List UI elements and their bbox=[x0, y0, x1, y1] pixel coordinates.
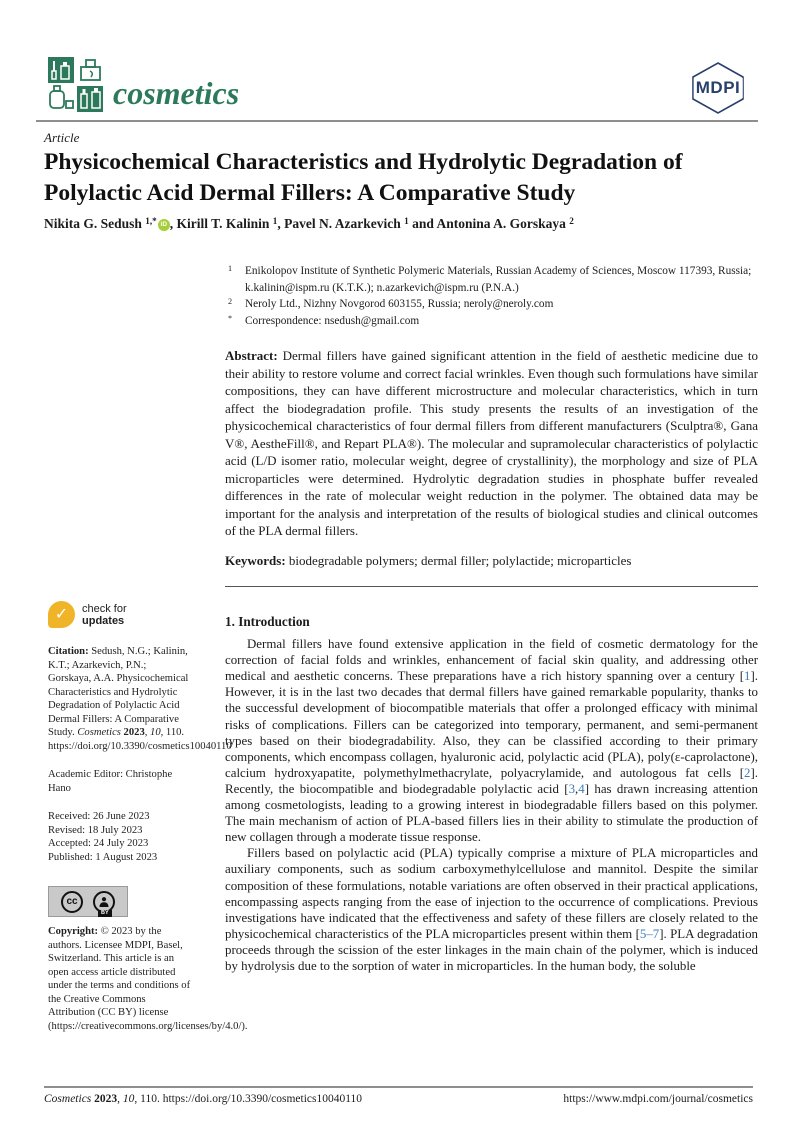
header-divider bbox=[36, 120, 758, 122]
journal-name: cosmetics bbox=[113, 75, 240, 111]
keywords-divider bbox=[225, 586, 758, 587]
text-segment: © 2023 by the authors. Licensee MDPI, Basel, Switzerland. This article is an open access article distributed under the terms and conditions of the Creative Commons Attribution (CC BY) license (https://creativecommons.org/licenses/by/4.0/). bbox=[48, 926, 248, 1032]
check-icon: ✓ bbox=[48, 601, 75, 628]
check-updates-label bbox=[82, 603, 127, 627]
text-segment: , 110. https://doi.org/10.3390/cosmetics10040110 bbox=[134, 1093, 363, 1105]
authors-line bbox=[44, 216, 760, 232]
received-date: Received: 26 June 2023 bbox=[48, 811, 150, 822]
text-segment: 10 bbox=[150, 727, 161, 738]
cc-icon: cc bbox=[61, 891, 83, 913]
cosmetics-logo-icon bbox=[48, 57, 103, 112]
text-segment: , bbox=[575, 781, 579, 796]
author-name: and Antonina A. Gorskaya bbox=[408, 216, 570, 231]
correspondence-text: Correspondence: nsedush@gmail.com bbox=[245, 314, 420, 327]
citation-block bbox=[48, 645, 232, 753]
revised-date: Revised: 18 July 2023 bbox=[48, 824, 143, 836]
main-content bbox=[225, 614, 758, 974]
check-updates-line1: check for bbox=[82, 602, 127, 615]
footer-journal-url: https://www.mdpi.com/journal/cosmetics bbox=[563, 1093, 753, 1105]
footer-divider bbox=[44, 1086, 753, 1088]
affiliation-row bbox=[228, 313, 760, 330]
text-segment: 10 bbox=[122, 1093, 135, 1105]
cc-by-tag: BY bbox=[98, 910, 112, 917]
text-segment: , bbox=[117, 1093, 123, 1105]
page-title: Physicochemical Characteristics and Hydrolytic Degradation of Polylactic Acid Dermal Fillers: A Comparative Study bbox=[44, 149, 683, 206]
affiliation-marker: 2 bbox=[228, 297, 233, 306]
author-affiliation-marker: 2 bbox=[569, 215, 574, 226]
intro-paragraph-1 bbox=[225, 636, 758, 845]
author-name: Nikita G. Sedush bbox=[44, 216, 146, 231]
check-for-updates-badge[interactable] bbox=[48, 601, 192, 628]
text-segment: ]. Recently, the biocompatible and biodegradable polylactic acid [ bbox=[225, 765, 758, 796]
article-type-label: Article bbox=[44, 130, 80, 145]
intro-paragraph-2 bbox=[225, 845, 758, 974]
citation-label: Citation: bbox=[48, 646, 92, 657]
ref-link[interactable]: 1 bbox=[744, 669, 751, 684]
affiliations-block bbox=[228, 263, 760, 329]
ref-link[interactable]: 5–7 bbox=[639, 926, 660, 941]
copyright-block bbox=[48, 925, 248, 1033]
mdpi-wordmark: MDPI bbox=[695, 78, 741, 97]
abstract-text: Dermal fillers have gained significant attention in the field of aesthetic medicine due to their ability to restore volume and correct facial wrinkles. Even though such formulations have similar compositions, they can have different microstructure and molecular characteristics, which in turn affect the biodegradation profile. This study presents the results of an investigation of the physicochemical characteristics of four dermal fillers from different manufacturers (Sculptra®, Gana V®, AestheFill®, and Repart PLA®). The molecular and supramolecular characteristics of polylactic acid (L/D isomer ratio, molecular weight, degree of crystallinity), the morphology and size of PLA microparticles were determined. Hydrolytic degradation studies in phosphate buffer revealed differences in the rate of molecular weight reduction in the polymer. The obtained data may be important for the analysis and interpretation of the results of biological studies and clinical outcomes of the PLA dermal fillers. bbox=[225, 348, 758, 538]
abstract-block bbox=[225, 347, 758, 540]
affiliation-row bbox=[228, 263, 760, 296]
page-footer bbox=[44, 1093, 753, 1105]
correspondence-marker: * bbox=[228, 313, 233, 323]
text-segment: , bbox=[144, 727, 151, 738]
text-segment: , 110. https://doi.org/10.3390/cosmetics10040110 bbox=[48, 727, 232, 752]
accepted-date: Accepted: 24 July 2023 bbox=[48, 838, 149, 849]
copyright-label: Copyright: bbox=[48, 926, 101, 937]
orcid-icon[interactable]: iD bbox=[158, 219, 170, 231]
affiliation-text: Enikolopov Institute of Synthetic Polymeric Materials, Russian Academy of Sciences, Moscow 117393, Russia; k.kalinin@ispm.ru (K.T.K.); n.azarkevich@ispm.ru (P.N.A.) bbox=[245, 265, 752, 294]
academic-editor: Academic Editor: Christophe Hano bbox=[48, 769, 173, 794]
text-segment: Fillers based on polylactic acid (PLA) typically comprise a mixture of PLA microparticles and auxiliary components, such as sodium carboxymethylcellulose and mannitol. Despite the similar composition of these formulations, notable variations are often observed in their practical applications, encompassing aspects ranging from the ease of injection to the occurrence of complications. Previous investigations have indicated that the effectiveness and safety of these fillers are closely related to the physicochemical characteristics of the PLA microparticles present within them [ bbox=[225, 846, 758, 941]
ref-link[interactable]: 2 bbox=[744, 765, 751, 780]
ref-link[interactable]: 4 bbox=[578, 781, 585, 796]
published-date: Published: 1 August 2023 bbox=[48, 851, 158, 863]
text-segment: Cosmetics bbox=[77, 727, 124, 738]
text-segment: ]. PLA degradation proceeds through the scission of the ester linkages in the main chain of the polymer, which is induced by hydrolysis due to the sorption of water in microparticles. In the human body, the soluble bbox=[225, 926, 758, 973]
text-segment: 2023 bbox=[94, 1093, 118, 1105]
footer-journal-name: Cosmetics bbox=[44, 1093, 95, 1105]
check-updates-line2: updates bbox=[82, 614, 125, 627]
text-segment: Dermal fillers have found extensive application in the field of cosmetic dermatology for the correction of facial folds and wrinkles, enhancement of facial skin quality, and addressing other medical and aesthetic concerns. These preparations have a rich history spanning over a century [ bbox=[225, 637, 758, 684]
affiliation-marker: 1 bbox=[228, 264, 233, 273]
author-name: , Kirill T. Kalinin bbox=[169, 216, 273, 231]
author-affiliation-marker: 1 bbox=[404, 215, 409, 226]
keywords-text: biodegradable polymers; dermal filler; polylactide; microparticles bbox=[285, 553, 632, 568]
author-affiliation-marker: 1,* bbox=[145, 215, 157, 226]
text-segment: Sedush, N.G.; Kalinin, K.T.; Azarkevich, P.N.; Gorskaya, A.A. Physicochemical Characteristics and Hydrolytic Degradation of Polylactic Acid Dermal Fillers: A Comparative Study. bbox=[48, 646, 189, 738]
ref-link[interactable]: 3 bbox=[568, 781, 576, 796]
journal-logo bbox=[48, 57, 239, 112]
mdpi-logo bbox=[686, 60, 750, 116]
dates-block bbox=[48, 810, 192, 864]
author-name: , Pavel N. Azarkevich bbox=[277, 216, 405, 231]
text-segment: ] has drawn increasing attention among cosmetologists, leading to a growing interest in biodegradable fillers based on this polymer. The main mechanism of action of PLA-based fillers lies in their ability to stimulate the production of new collagen through a moderate tissue response. bbox=[225, 781, 758, 845]
text-segment: 2023 bbox=[123, 727, 145, 738]
footer-citation bbox=[44, 1093, 362, 1105]
section-heading-introduction: 1. Introduction bbox=[225, 614, 310, 629]
sidebar bbox=[48, 601, 248, 1033]
abstract-label: Abstract: bbox=[225, 348, 278, 363]
keywords-block bbox=[225, 552, 758, 570]
text-segment: ]. However, it is in the last two decades that dermal fillers have gained remarkable popularity, thanks to the successful development of biocompatible materials that offer a prolonged efficacy with minimal risks of complications. Fillers can be categorized into temporary, permanent, and semi-permanent types based on their biodegradability. Also, they can be classified according to their primary components, which encompass collagen, hyaluronic acid, polylactic acid (PLA), poly(ε-caprolactone), calcium hydroxyapatite, polymethylmethacrylate, polyacrylamide, and autologous fat cells [ bbox=[225, 669, 758, 780]
keywords-label: Keywords: bbox=[225, 553, 286, 568]
affiliation-text: Neroly Ltd., Nizhny Novgorod 603155, Russia; neroly@neroly.com bbox=[245, 298, 554, 310]
author-affiliation-marker: 1 bbox=[272, 215, 278, 226]
affiliation-row bbox=[228, 296, 760, 313]
cc-by-license-badge[interactable] bbox=[48, 886, 128, 917]
